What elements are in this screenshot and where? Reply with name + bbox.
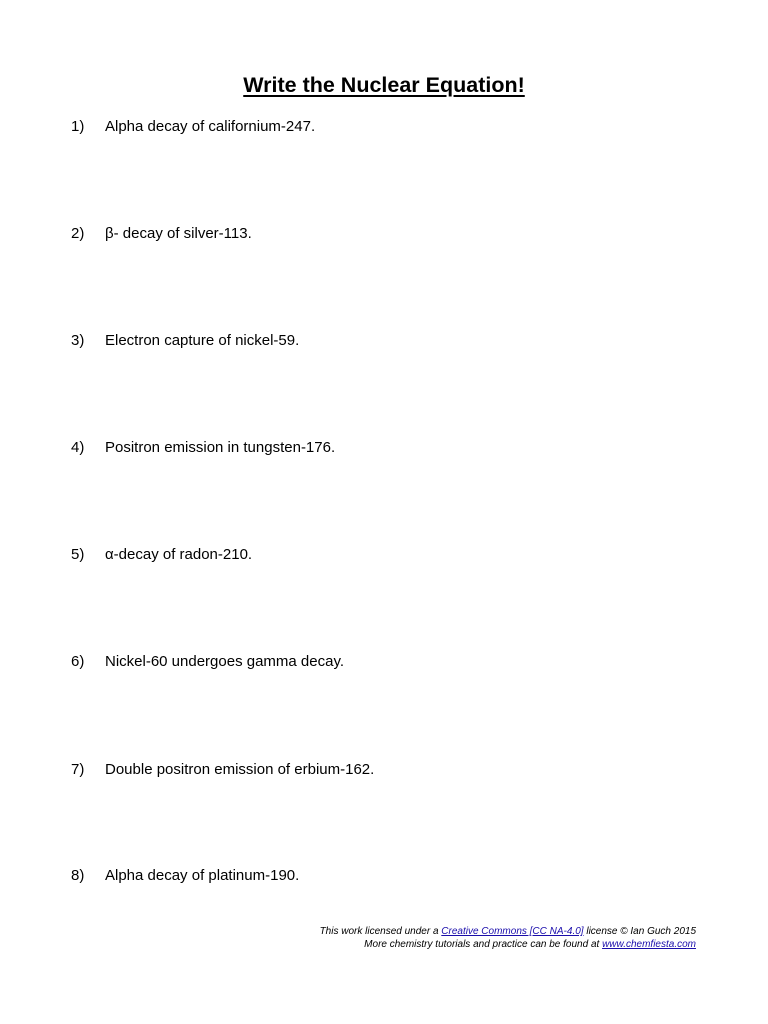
question-text: Double positron emission of erbium-162. [105, 761, 375, 778]
site-prefix: More chemistry tutorials and practice can be found at [364, 938, 603, 950]
question-text: Positron emission in tungsten-176. [105, 439, 336, 456]
question-text: Alpha decay of platinum-190. [105, 867, 300, 884]
question-text: β- decay of silver-113. [105, 225, 252, 242]
question-number: 2) [71, 225, 85, 242]
question-text: α-decay of radon-210. [105, 546, 253, 563]
license-line [320, 926, 696, 939]
license-link[interactable]: Creative Commons [CC NA-4.0] [441, 926, 584, 937]
question-number: 6) [71, 653, 85, 670]
site-line [320, 939, 696, 952]
question-text: Nickel-60 undergoes gamma decay. [105, 653, 345, 670]
question-number: 8) [71, 867, 85, 884]
question-number: 7) [71, 761, 85, 778]
question-text: Alpha decay of californium-247. [105, 118, 316, 135]
page-title: Write the Nuclear Equation! [243, 73, 525, 97]
license-footer [320, 926, 696, 951]
question-number: 5) [71, 546, 85, 563]
question-number: 1) [71, 118, 85, 135]
site-link[interactable]: www.chemfiesta.com [602, 938, 696, 950]
license-suffix: license © Ian Guch 2015 [583, 926, 696, 937]
question-number: 4) [71, 439, 85, 456]
question-text: Electron capture of nickel-59. [105, 332, 300, 349]
question-number: 3) [71, 332, 85, 349]
license-prefix: This work licensed under a [319, 926, 442, 937]
